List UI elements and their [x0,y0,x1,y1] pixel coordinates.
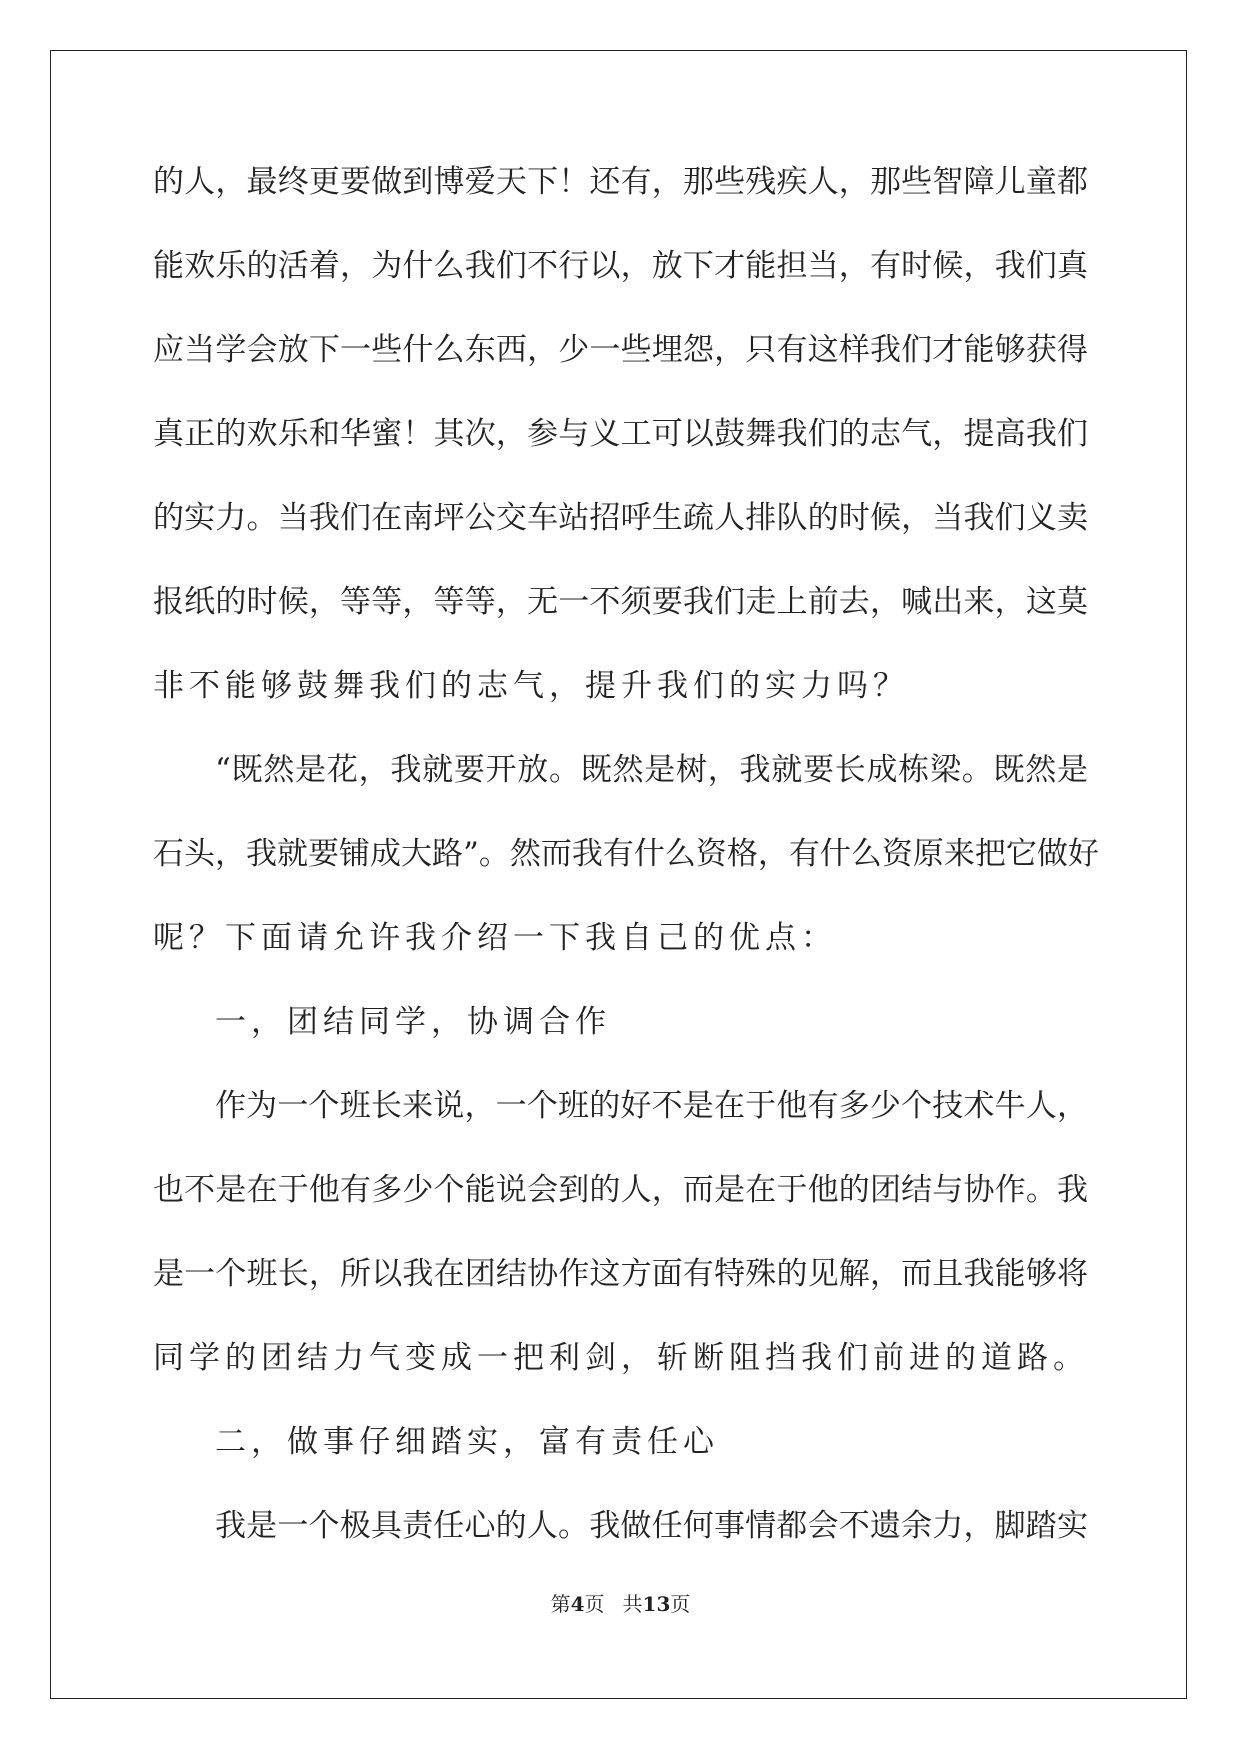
text-line: 能欢乐的活着，为什么我们不行以，放下才能担当，有时候，我们真 [153,248,1088,284]
text-line: 呢？下面请允许我介绍一下我自己的优点： [153,920,837,956]
paragraph-first-line: “既然是花，我就要开放。既然是树，我就要长成栋梁。既然是 [215,752,1088,788]
text-line: 石头，我就要铺成大路”。然而我有什么资格，有什么资原来把它做好 [153,836,1099,872]
text-line: 非不能够鼓舞我们的志气，提升我们的实力吗？ [153,668,909,704]
text-line: 是一个班长，所以我在团结协作这方面有特殊的见解，而且我能够将 [153,1256,1088,1292]
page-footer [0,1588,1241,1617]
text-line: 应当学会放下一些什么东西，少一些埋怨，只有这样我们才能够获得 [153,332,1088,368]
text-line: 的实力。当我们在南坪公交车站招呼生疏人排队的时候，当我们义卖 [153,500,1088,536]
document-body [153,160,1099,1588]
page-prefix: 第 [550,1592,571,1616]
total-suffix: 页 [670,1592,691,1616]
paragraph-first-line: 我是一个极具责任心的人。我做任何事情都会不遗余力，脚踏实 [215,1508,1088,1544]
text-line: 同学的团结力气变成一把利剑，斩断阻挡我们前进的道路。 [153,1340,1089,1376]
text-line: 的人，最终更要做到博爱天下！还有，那些残疾人，那些智障儿童都 [153,164,1088,200]
text-line: 报纸的时候，等等，等等，无一不须要我们走上前去，喊出来，这莫 [153,584,1088,620]
text-line: 也不是在于他有多少个能说会到的人，而是在于他的团结与协作。我 [153,1172,1088,1208]
page-suffix: 页 [584,1592,605,1616]
section-heading: 二，做事仔细踏实，富有责任心 [215,1424,719,1460]
page-number: 4 [570,1592,585,1616]
total-pages: 13 [642,1592,671,1616]
section-heading: 一，团结同学，协调合作 [215,1004,611,1040]
total-prefix: 共 [622,1592,643,1616]
text-line: 真正的欢乐和华蜜！其次，参与义工可以鼓舞我们的志气，提高我们 [153,416,1088,452]
paragraph-first-line: 作为一个班长来说，一个班的好不是在于他有多少个技术牛人， [215,1088,1088,1124]
